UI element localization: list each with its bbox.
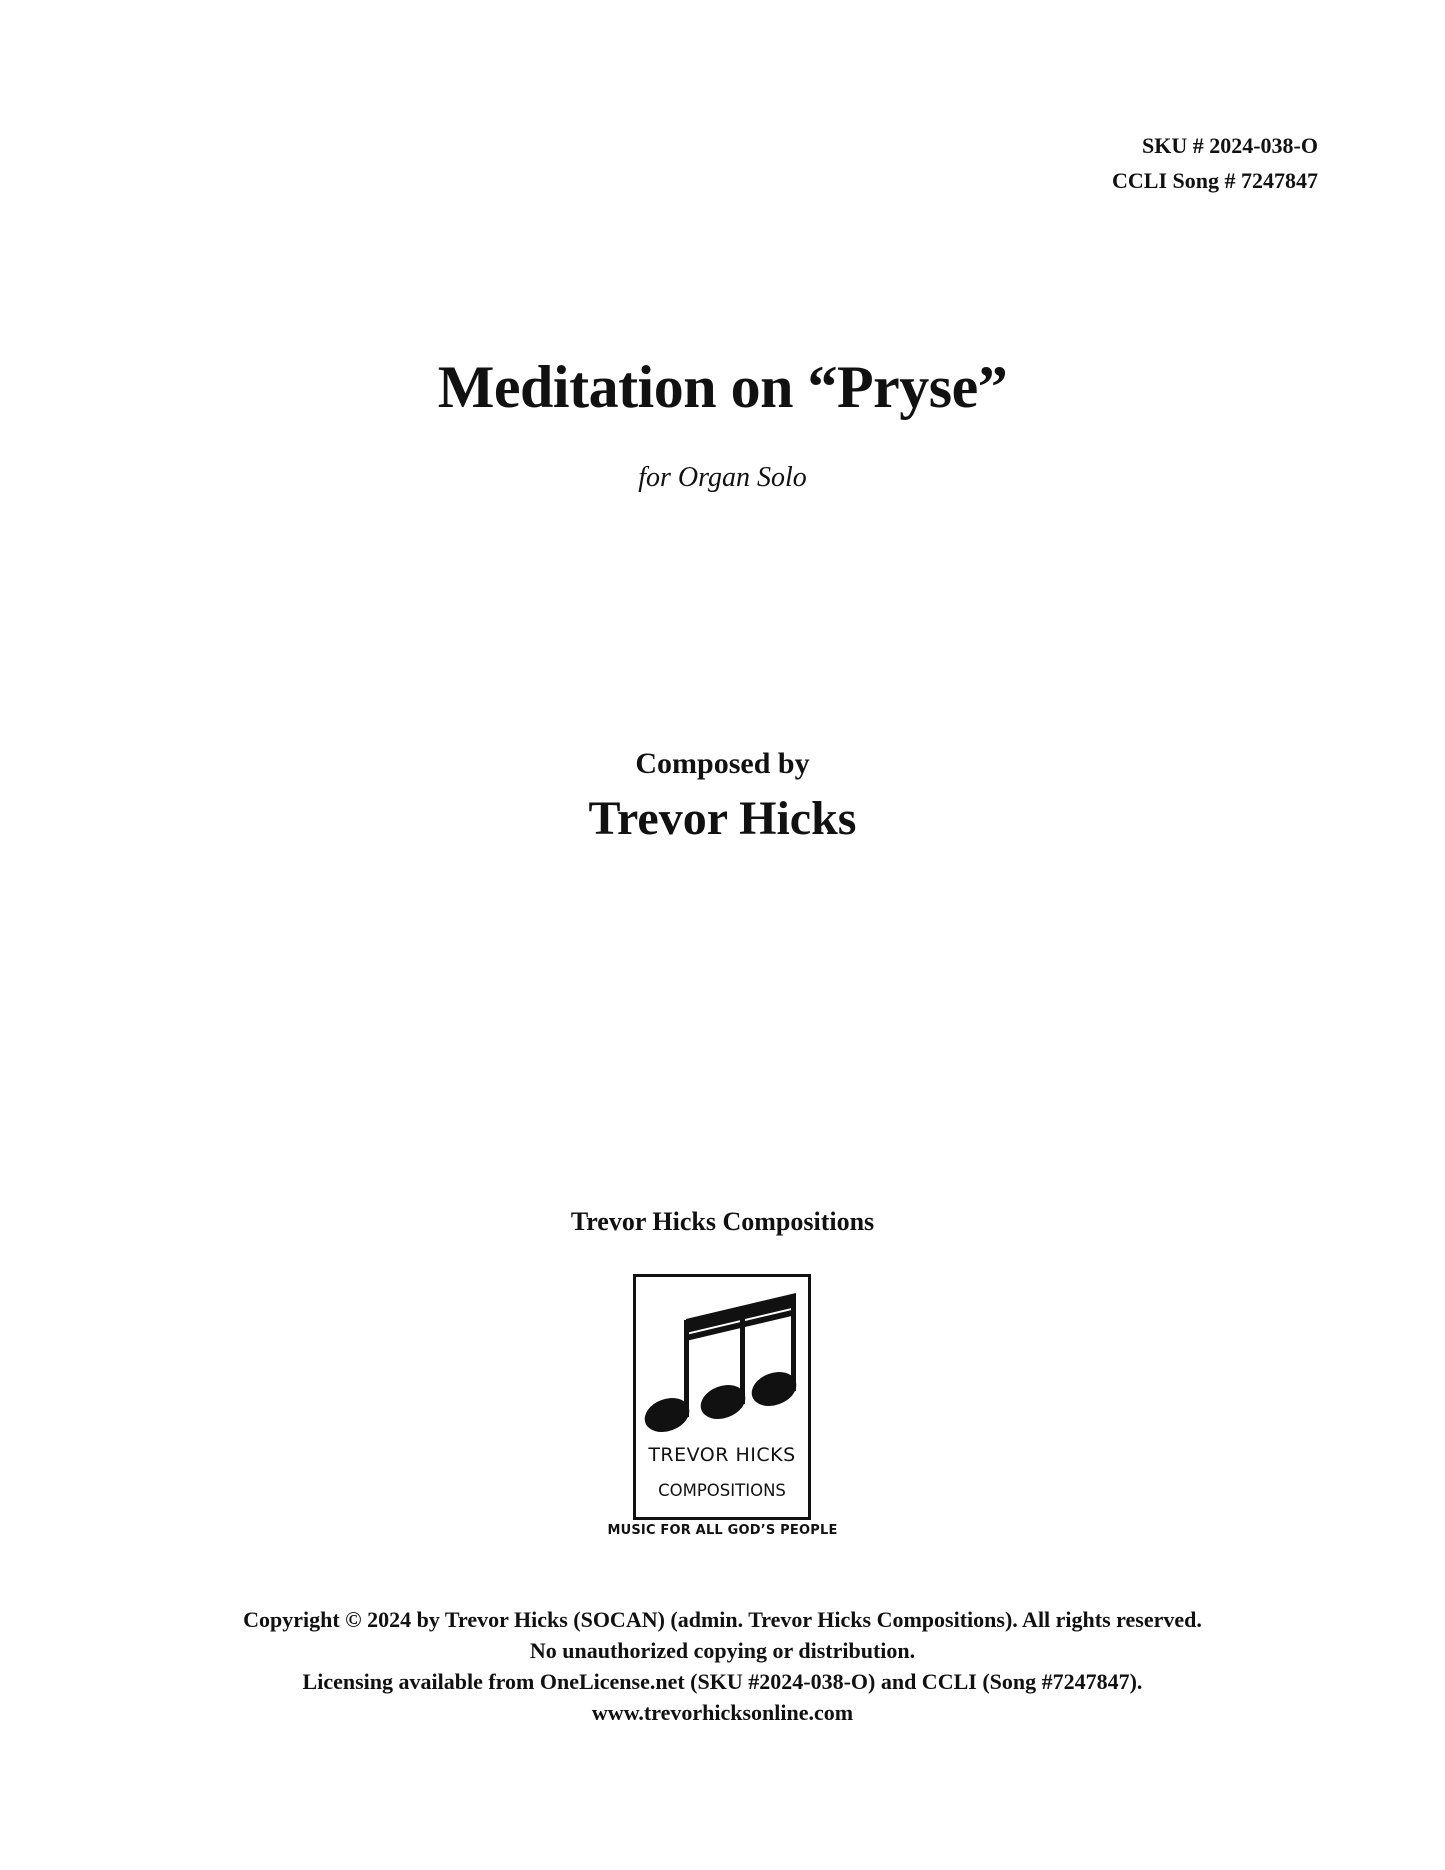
reference-numbers [1112,128,1318,198]
composed-by-label: Composed by [635,747,810,780]
ccli-song-number: CCLI Song # 7247847 [1112,168,1318,193]
sku-number: SKU # 2024-038-O [1142,133,1318,158]
publisher-name: Trevor Hicks Compositions [570,1207,875,1236]
logo-text-name: TREVOR HICKS [648,1444,796,1466]
piece-title: Meditation on “Pryse” [437,354,1008,420]
music-notes-icon [636,1277,808,1437]
logo-text-compositions: COMPOSITIONS [658,1481,786,1500]
licensing-notice: Licensing available from OneLicense.net (SKU #2024-038-O) and CCLI (Song #7247847). [302,1669,1143,1694]
logo-tagline: MUSIC FOR ALL GOD’S PEOPLE [607,1523,838,1538]
copyright-notice [0,1604,1445,1728]
publisher-logo [633,1274,811,1520]
website-link[interactable]: www.trevorhicksonline.com [591,1700,854,1725]
copying-notice: No unauthorized copying or distribution. [529,1638,916,1663]
copyright-line: Copyright © 2024 by Trevor Hicks (SOCAN) (admin. Trevor Hicks Compositions). All rights reserved. [243,1607,1202,1632]
composer-name: Trevor Hicks [588,792,857,845]
instrumentation: for Organ Solo [638,462,807,493]
